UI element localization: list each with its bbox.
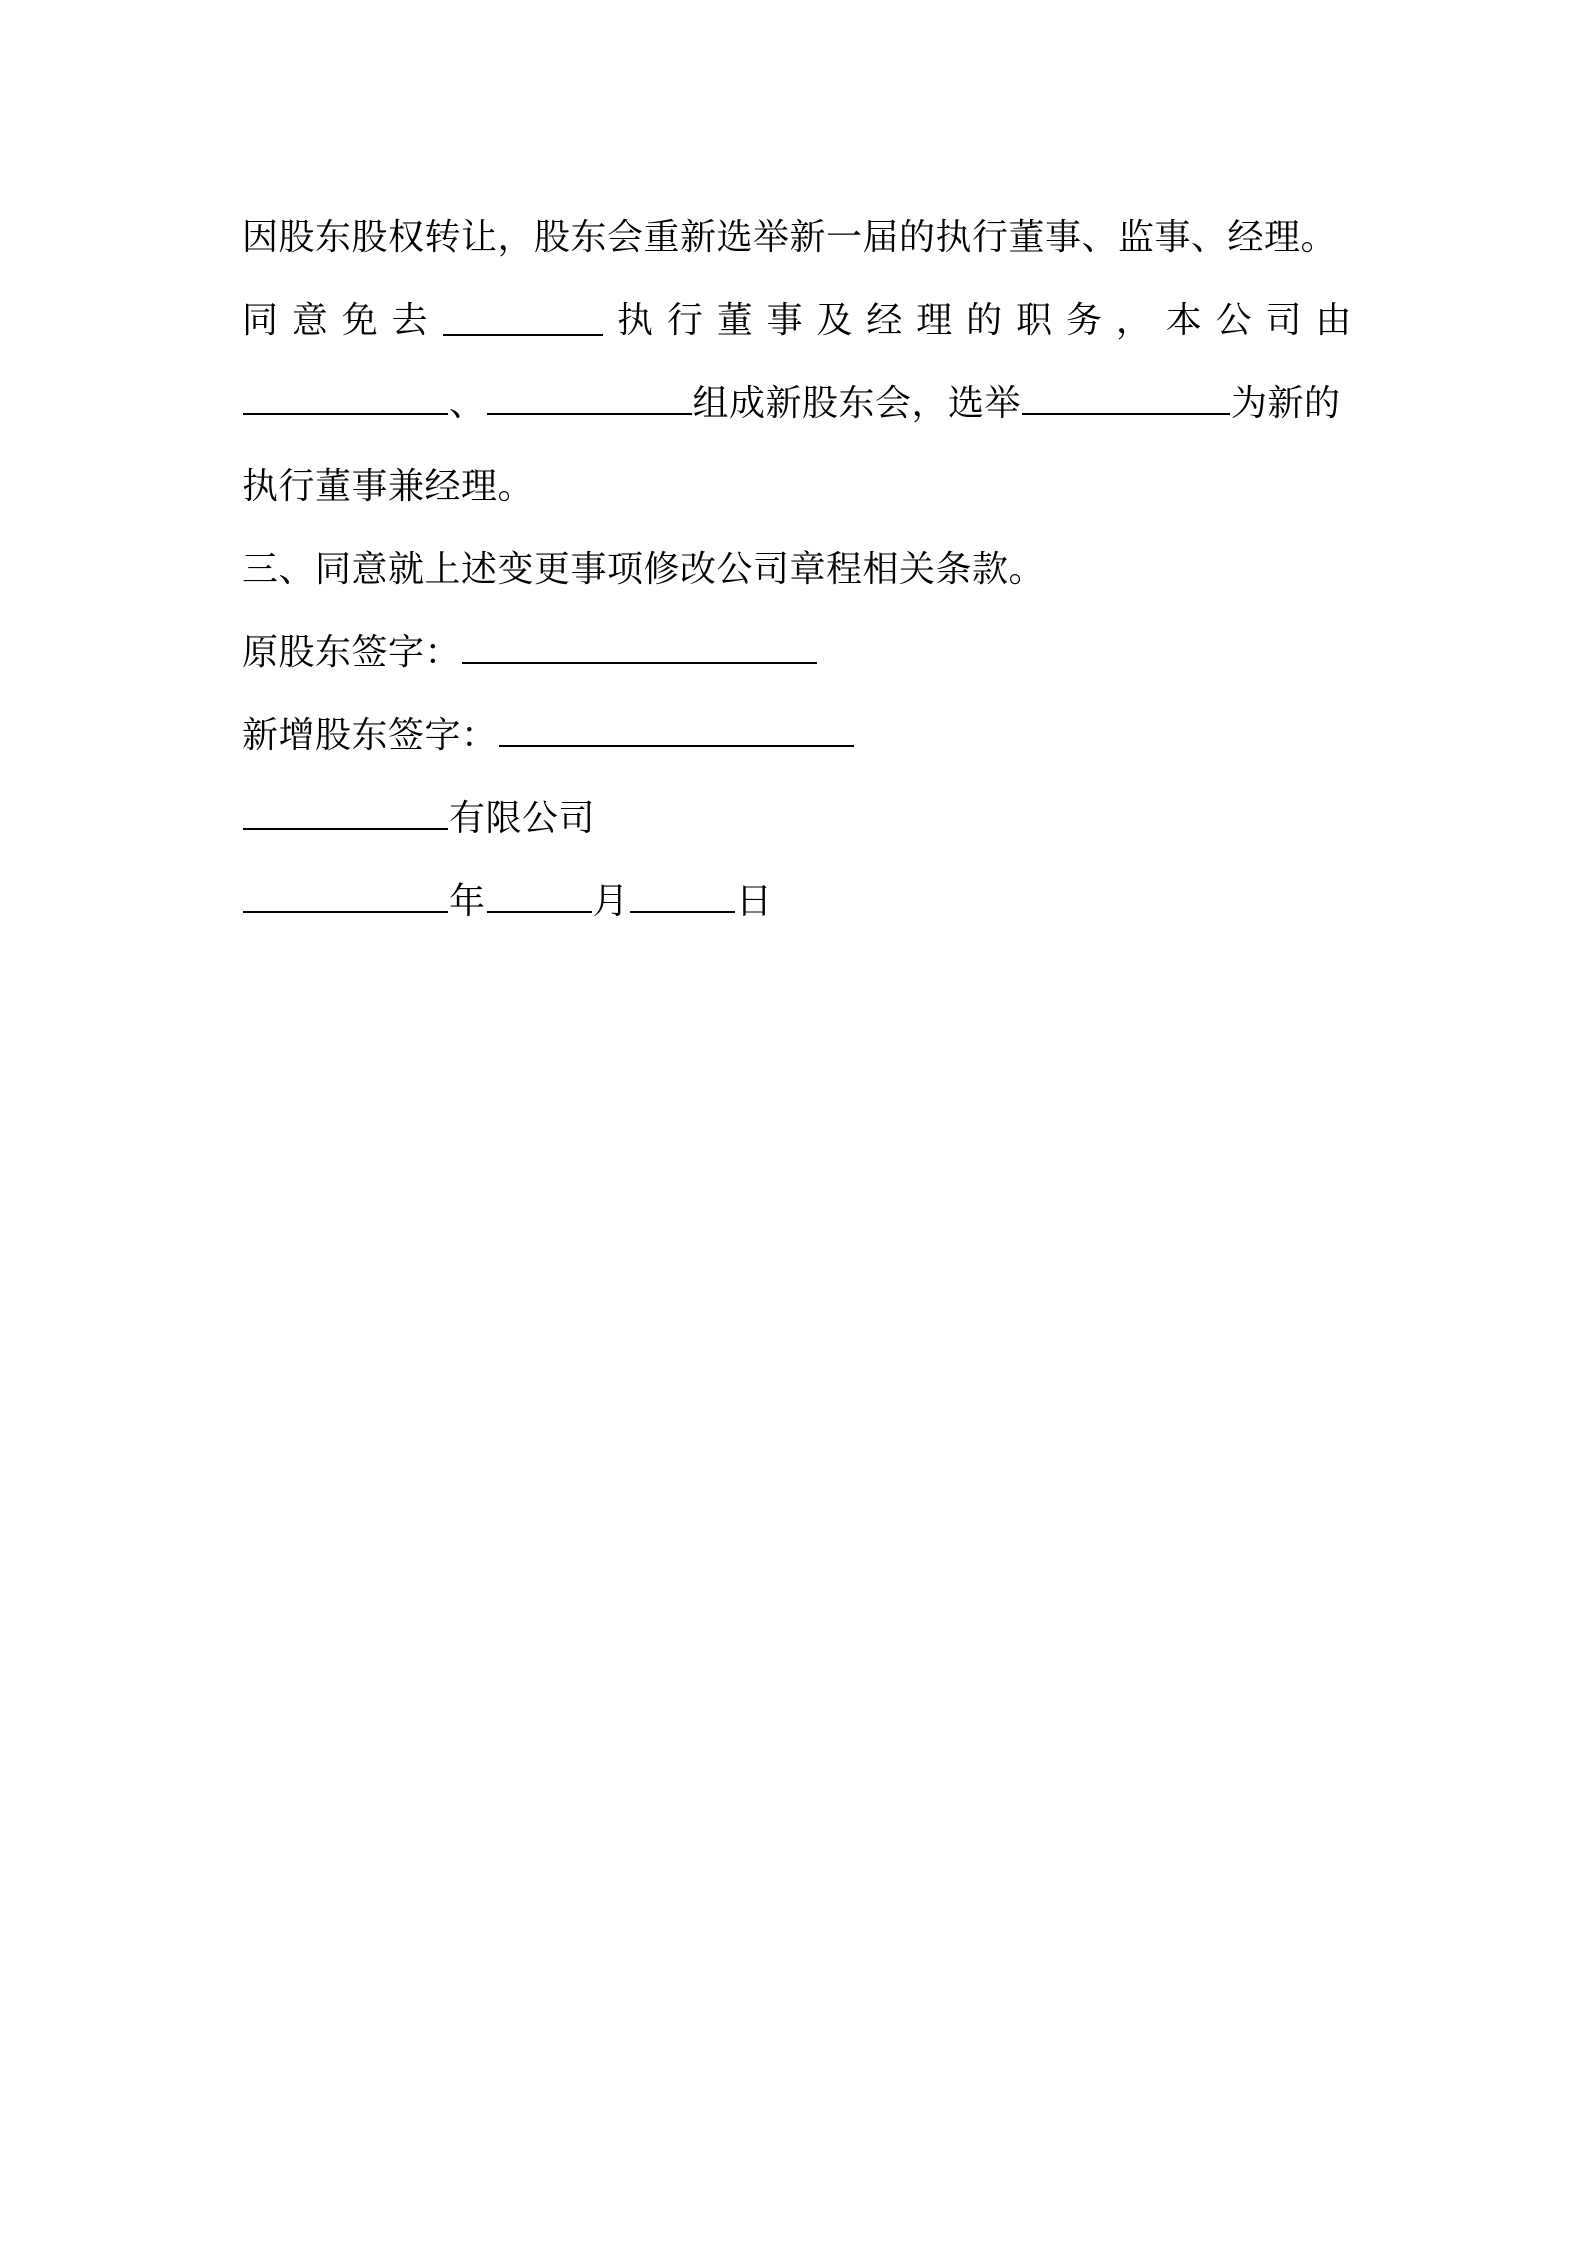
- char: 免: [341, 300, 379, 341]
- blank-shareholder-2[interactable]: [487, 385, 692, 415]
- year-blank[interactable]: [243, 883, 448, 913]
- day-label: 日: [736, 881, 773, 922]
- signature-blank[interactable]: [499, 717, 854, 747]
- line3-end-text: 为新的: [1231, 383, 1341, 424]
- document-body: [242, 196, 1352, 943]
- company-name-blank[interactable]: [243, 800, 448, 830]
- year-label: 年: [449, 881, 486, 922]
- char: 同: [242, 300, 279, 341]
- char: 务: [1065, 300, 1103, 341]
- char: ，: [1115, 300, 1153, 341]
- char: 及: [816, 300, 854, 341]
- paragraph-line-1: 因股东股权转让，股东会重新选举新一届的执行董事、监事、经理。: [242, 217, 1338, 258]
- blank-elected-person[interactable]: [1022, 385, 1230, 415]
- char: 本: [1165, 300, 1203, 341]
- char: 行: [666, 300, 704, 341]
- company-suffix: 有限公司: [449, 798, 596, 839]
- signature-label: 原股东签字：: [242, 632, 462, 673]
- char: 公: [1215, 300, 1253, 341]
- blank-removed-person[interactable]: [443, 306, 603, 336]
- paragraph-line-3: [242, 362, 1352, 445]
- char: 经: [866, 300, 903, 341]
- signature-original-shareholder: [242, 611, 1352, 694]
- date-line: [242, 860, 1352, 943]
- char: 的: [966, 300, 1003, 341]
- signature-new-shareholder: [242, 694, 1352, 777]
- paragraph-line-2: [242, 279, 1352, 362]
- blank-shareholder-1[interactable]: [243, 385, 448, 415]
- month-label: 月: [592, 881, 630, 922]
- paragraph-line-4: 执行董事兼经理。: [242, 466, 535, 507]
- char: 司: [1265, 300, 1303, 341]
- day-blank[interactable]: [630, 883, 735, 913]
- company-name-line: [242, 777, 1352, 860]
- signature-blank[interactable]: [462, 634, 817, 664]
- char: 由: [1315, 300, 1352, 341]
- separator: 、: [449, 383, 486, 424]
- char: 去: [391, 300, 429, 341]
- char: 执: [616, 300, 654, 341]
- char: 事: [766, 300, 804, 341]
- signature-label: 新增股东签字：: [242, 715, 498, 756]
- char: 董: [716, 300, 754, 341]
- char: 职: [1016, 300, 1053, 341]
- char: 意: [291, 300, 329, 341]
- paragraph-line-5: 三、同意就上述变更事项修改公司章程相关条款。: [242, 549, 1046, 590]
- month-blank[interactable]: [487, 883, 592, 913]
- line3-mid-text: 组成新股东会，选举: [692, 383, 1022, 424]
- char: 理: [916, 300, 953, 341]
